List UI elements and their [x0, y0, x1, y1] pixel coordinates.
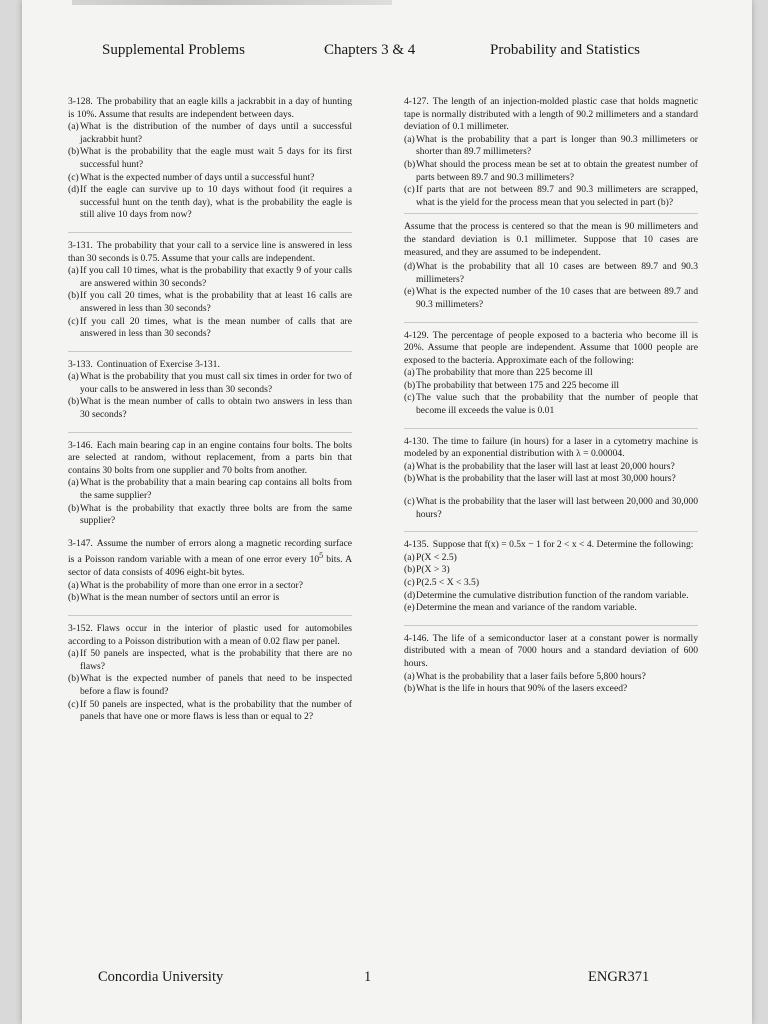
problem-4-127 [404, 96, 698, 312]
part-text: If the eagle can survive up to 10 days without food (it requires a successful hunt on the tenth day), what is the probability the eagle is still alive 10 days from now? [80, 184, 352, 221]
part-text: If you call 20 times, what is the probability that at least 16 calls are answered in less than 30 seconds? [80, 290, 352, 314]
right-column [404, 96, 698, 706]
problem-part [68, 121, 352, 146]
part-text: If you call 20 times, what is the mean number of calls that are answered in less than 30 seconds? [80, 315, 352, 340]
part-label: (a) [404, 670, 415, 682]
part-label: (a) [68, 371, 79, 383]
problem-number: 3-133. [68, 358, 93, 370]
header-center: Chapters 3 & 4 [324, 42, 416, 58]
problem-part [68, 592, 352, 605]
header-left: Supplemental Problems [102, 42, 245, 58]
page-number: 1 [364, 969, 372, 985]
problem-text: The probability that an eagle kills a jackrabbit in a day of hunting is 10%. Assume that results are independent between days. [68, 96, 352, 120]
problem-part [68, 580, 352, 593]
part-label: (c) [404, 184, 415, 196]
part-text: What is the expected number of panels that need to be inspected before a flaw is found? [80, 673, 352, 697]
problem-part [404, 261, 698, 286]
problem-part [404, 671, 698, 684]
problem-number: 3-152. [68, 622, 93, 634]
part-text: The probability that more than 225 become ill [416, 367, 593, 379]
part-label: (a) [404, 133, 415, 145]
problem-text: Each main bearing cap in an engine contains four bolts. The bolts are selected at random, without replacement, from a parts bin that contains 30 bolts from one supplier and 70 bolts from another. [68, 439, 352, 476]
part-text: What is the life in hours that 90% of the lasers exceed? [416, 683, 628, 695]
part-label: (b) [404, 473, 416, 485]
problem-part [404, 577, 698, 590]
problem-text: The percentage of people exposed to a bacteria who become ill is 20%. Assume that people are independent. Assume that 1000 people are exposed to the bacteria. Approximate each of the following: [404, 329, 698, 366]
part-text: If parts that are not between 89.7 and 90.3 millimeters are scrapped, what is the yield for the process mean that you selected in part (b)? [416, 184, 698, 208]
part-text: If 50 panels are inspected, what is the probability that the number of panels that have one or more flaws is less than or equal to 2? [80, 698, 352, 723]
part-text: What is the expected number of the 10 cases that are between 89.7 and 90.3 millimeters? [416, 286, 698, 310]
problem-4-146 [404, 633, 698, 696]
part-label: (b) [404, 158, 416, 170]
part-label: (b) [68, 673, 80, 685]
part-label: (d) [404, 261, 416, 273]
problem-note: Assume that the process is centered so that the mean is 90 millimeters and the standard deviation is 0.1 millimeter. Suppose that 10 cases are measured, and they are assumed to be independent. [404, 221, 698, 258]
part-label: (b) [68, 290, 80, 302]
part-text: What should the process mean be set at to obtain the greatest number of parts between 89.7 and 90.3 millimeters? [416, 158, 698, 183]
problem-part [404, 564, 698, 577]
problem-3-152 [68, 623, 352, 724]
problem-3-133 [68, 359, 352, 422]
problem-4-130 [404, 436, 698, 522]
part-label: (c) [68, 171, 79, 183]
problem-part [404, 286, 698, 311]
part-label: (b) [68, 396, 80, 408]
part-label: (a) [404, 551, 415, 563]
problem-part [68, 648, 352, 673]
part-label: (a) [68, 648, 79, 660]
problem-text: Continuation of Exercise 3-131. [96, 358, 220, 370]
problem-part [404, 496, 698, 521]
problem-part [404, 683, 698, 696]
problem-text: Flaws occur in the interior of plastic used for automobiles according to a Poisson distribution with a mean of 0.02 flaw per panel. [68, 622, 352, 647]
divider [68, 351, 352, 352]
footer-left: Concordia University [98, 969, 224, 985]
part-text: P(X < 2.5) [416, 551, 457, 563]
divider [404, 322, 698, 323]
problem-part [68, 396, 352, 421]
part-text: What is the probability that a main bearing cap contains all bolts from the same supplier? [80, 477, 352, 502]
problem-part [68, 477, 352, 502]
part-text: If 50 panels are inspected, what is the probability that there are no flaws? [80, 648, 352, 672]
divider [404, 531, 698, 532]
part-label: (a) [68, 121, 79, 133]
problem-number: 3-128. [68, 96, 93, 107]
problem-part [68, 503, 352, 528]
problem-4-135 [404, 539, 698, 615]
part-label: (b) [404, 379, 416, 391]
problem-text: The length of an injection-molded plastic case that holds magnetic tape is normally distributed with a length of 90.2 millimeters and a standard deviation of 0.1 millimeter. [404, 96, 698, 133]
problem-text: Assume the number of errors along a magnetic recording surface is a Poisson random variable with a mean of one error every 10 [68, 537, 352, 566]
part-text: The value such that the probability that the number of people that become ill exceeds the value is 0.01 [416, 392, 698, 417]
part-text: The probability that between 175 and 225 become ill [416, 379, 620, 391]
part-label: (c) [404, 496, 415, 508]
problem-number: 4-130. [404, 435, 429, 447]
problem-part [68, 172, 352, 185]
problem-number: 3-146. [68, 439, 93, 451]
part-text: What is the probability that the laser will last between 20,000 and 30,000 hours? [416, 496, 698, 520]
problem-number: 4-127. [404, 96, 429, 107]
part-text: What is the probability that the eagle must wait 5 days for its first successful hunt? [80, 146, 352, 170]
exponent: 5 [319, 551, 324, 561]
part-text: Determine the cumulative distribution function of the random variable. [416, 589, 689, 601]
problem-part [68, 146, 352, 171]
problem-number: 3-147. [68, 537, 93, 549]
part-text: What is the probability that you must call six times in order for two of your calls to be answered in less than 30 seconds? [80, 371, 352, 395]
problem-part [68, 265, 352, 290]
problem-part [404, 392, 698, 417]
part-label: (b) [68, 146, 80, 158]
problem-part [404, 461, 698, 474]
part-text: What is the expected number of days until a successful hunt? [80, 171, 315, 183]
problem-text: The probability that your call to a service line is answered in less than 30 seconds is 0.75. Assume that your calls are independent. [68, 239, 352, 264]
part-label: (a) [68, 477, 79, 489]
divider [404, 428, 698, 429]
part-label: (a) [404, 460, 415, 472]
part-text: What is the distribution of the number of days until a successful jackrabbit hunt? [80, 121, 352, 145]
problem-text: Suppose that f(x) = 0.5x − 1 for 2 < x < 4. Determine the following: [432, 539, 694, 551]
part-text: What is the probability that the laser will last at least 20,000 hours? [416, 460, 675, 472]
problem-3-147 [68, 538, 352, 605]
footer-right: ENGR371 [588, 969, 650, 985]
problem-part [68, 371, 352, 396]
divider [68, 615, 352, 616]
problem-part [404, 602, 698, 615]
problem-3-131 [68, 240, 352, 341]
part-text: What is the mean number of calls to obtain two answers in less than 30 seconds? [80, 396, 352, 421]
header-right: Probability and Statistics [490, 42, 640, 58]
part-label: (c) [68, 698, 79, 710]
problem-number: 4-135. [404, 539, 429, 551]
part-label: (e) [404, 286, 415, 298]
problem-part [404, 184, 698, 209]
part-label: (b) [68, 592, 80, 604]
part-label: (b) [404, 564, 416, 576]
part-label: (c) [68, 315, 79, 327]
part-text: What is the probability that all 10 cases are between 89.7 and 90.3 millimeters? [416, 261, 698, 285]
problem-part [404, 367, 698, 380]
problem-part [404, 552, 698, 565]
part-label: (c) [404, 392, 415, 404]
problem-part [404, 380, 698, 393]
part-label: (e) [404, 602, 415, 614]
divider [404, 213, 698, 214]
part-text: What is the probability that a part is longer than 90.3 millimeters or shorter than 89.7 millimeters? [416, 133, 698, 158]
divider [68, 232, 352, 233]
problem-text: The time to failure (in hours) for a laser in a cytometry machine is modeled by an exponential distribution with λ = 0.00004. [404, 435, 698, 460]
part-text: What is the mean number of sectors until an error is [80, 592, 280, 604]
problem-text-continued: bits. A sector of data consists of 4096 eight-bit bytes. [68, 554, 352, 579]
part-label: (a) [404, 367, 415, 379]
problem-part [404, 590, 698, 603]
problem-number: 4-146. [404, 632, 429, 644]
part-label: (c) [404, 577, 415, 588]
problem-3-146 [68, 440, 352, 528]
part-text: What is the probability of more than one error in a sector? [80, 579, 303, 591]
part-label: (d) [404, 589, 416, 601]
part-text: What is the probability that the laser will last at most 30,000 hours? [416, 473, 676, 485]
problem-4-129 [404, 330, 698, 418]
part-text: Determine the mean and variance of the random variable. [416, 602, 637, 614]
part-text: P(X > 3) [416, 564, 450, 576]
part-text: What is the probability that exactly three bolts are from the same supplier? [80, 502, 352, 527]
problem-part [68, 290, 352, 315]
part-text: P(2.5 < X < 3.5) [416, 577, 480, 588]
problem-part [68, 673, 352, 698]
page-header [22, 42, 752, 66]
scan-artifact [72, 0, 392, 5]
divider [68, 432, 352, 433]
problem-part [404, 473, 698, 486]
part-text: If you call 10 times, what is the probability that exactly 9 of your calls are answered within 30 seconds? [80, 265, 352, 289]
left-column [68, 96, 352, 734]
problem-part [404, 134, 698, 159]
problem-number: 4-129. [404, 329, 429, 341]
problem-part [404, 159, 698, 184]
part-label: (a) [68, 579, 79, 591]
part-label: (a) [68, 265, 79, 277]
part-label: (b) [68, 502, 80, 514]
part-label: (d) [68, 184, 80, 196]
problem-part [68, 699, 352, 724]
problem-part [68, 184, 352, 222]
problem-text: The life of a semiconductor laser at a constant power is normally distributed with a mean of 7000 hours and a standard deviation of 600 hours. [404, 632, 698, 669]
divider [404, 625, 698, 626]
problem-number: 3-131. [68, 239, 93, 251]
problem-3-128 [68, 96, 352, 222]
part-label: (b) [404, 683, 416, 695]
part-text: What is the probability that a laser fails before 5,800 hours? [416, 670, 646, 682]
problem-part [68, 316, 352, 341]
document-page [22, 0, 752, 1024]
